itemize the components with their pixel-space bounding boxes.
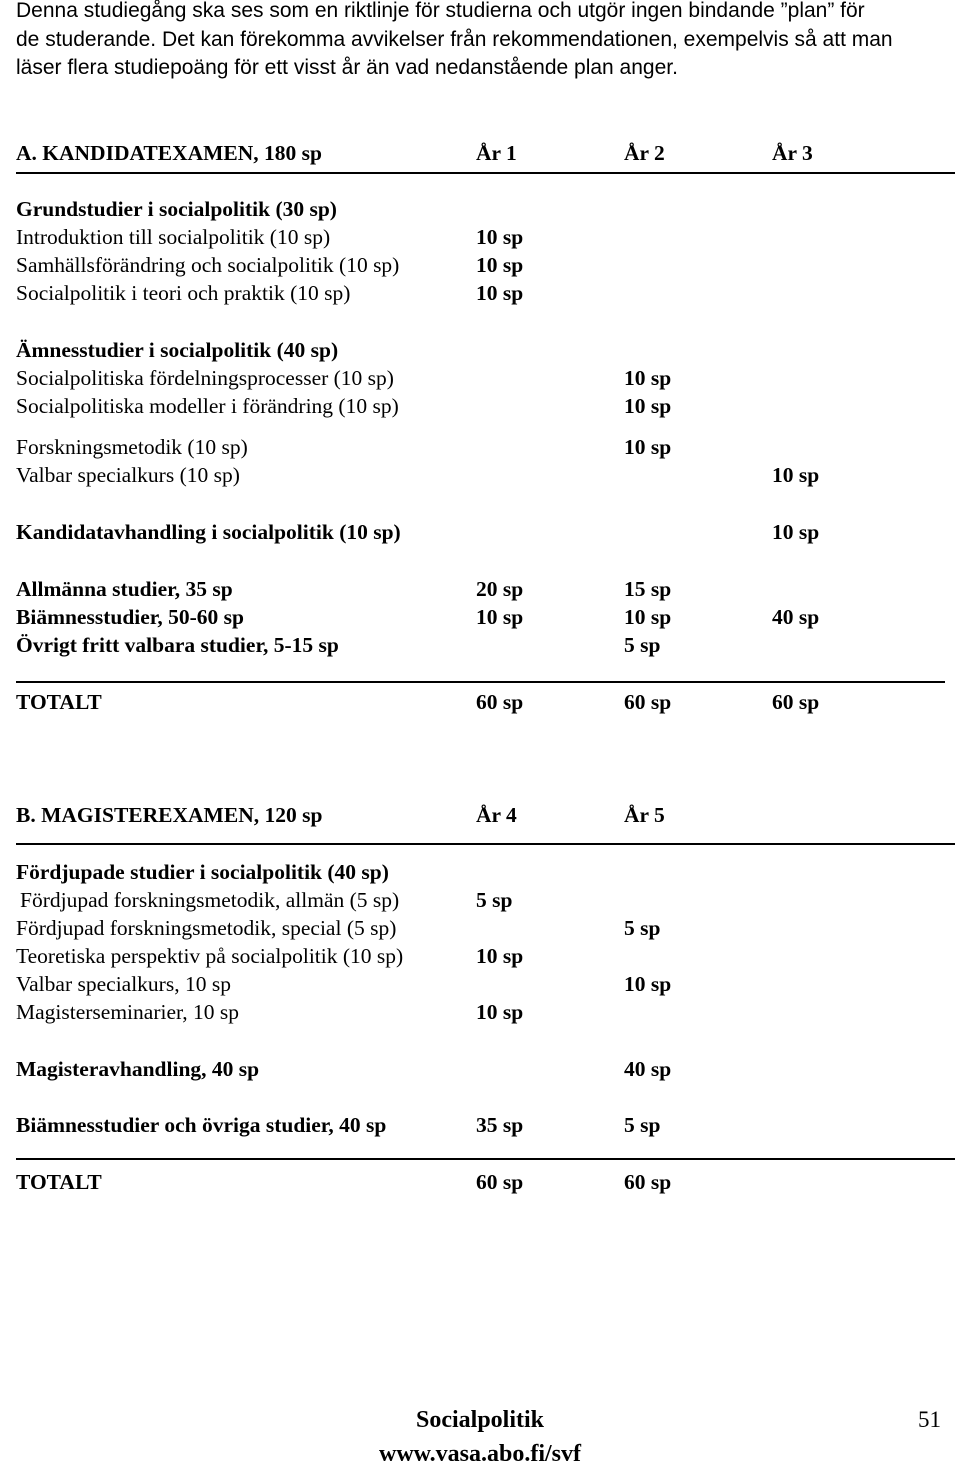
intro-line: de studerande. Det kan förekomma avvikelser från rekommendationen, exempelvis så att man bbox=[16, 27, 893, 51]
intro-line: läser flera studiepoäng för ett visst år än vad nedanstående plan anger. bbox=[16, 56, 678, 79]
table-row bbox=[0, 461, 960, 489]
table-row bbox=[0, 223, 960, 251]
course-label: Introduktion till socialpolitik (10 sp) bbox=[16, 225, 331, 249]
total-row bbox=[0, 1168, 960, 1196]
course-label: Socialpolitiska modeller i förändring (10 sp) bbox=[16, 394, 399, 418]
course-label: Biämnesstudier och övriga studier, 40 sp bbox=[16, 1113, 387, 1137]
table-row bbox=[0, 970, 960, 998]
table-row bbox=[0, 942, 960, 970]
credit-cell: 10 sp bbox=[624, 366, 672, 390]
section-b-rule bbox=[16, 843, 955, 845]
total-cell: 60 sp bbox=[772, 690, 820, 714]
table-row bbox=[0, 392, 960, 420]
group-heading bbox=[0, 858, 960, 886]
credit-cell: 40 sp bbox=[624, 1057, 672, 1081]
total-cell: 60 sp bbox=[476, 690, 524, 714]
group-heading bbox=[0, 195, 960, 223]
page-number: 51 bbox=[918, 1407, 941, 1432]
credit-cell: 10 sp bbox=[476, 253, 524, 277]
course-label: Teoretiska perspektiv på socialpolitik (10 sp) bbox=[16, 944, 404, 968]
course-label: Fördjupad forskningsmetodik, allmän (5 sp) bbox=[20, 888, 400, 912]
credit-cell: 10 sp bbox=[624, 605, 672, 629]
table-row bbox=[0, 279, 960, 307]
course-label: Biämnesstudier, 50-60 sp bbox=[16, 605, 244, 629]
table-row bbox=[0, 1111, 960, 1139]
group-heading-label: Ämnesstudier i socialpolitik (40 sp) bbox=[16, 338, 339, 362]
table-row bbox=[0, 518, 960, 546]
total-rule bbox=[16, 681, 945, 683]
credit-cell: 10 sp bbox=[624, 435, 672, 459]
year-4-header: År 4 bbox=[476, 803, 517, 827]
credit-cell: 35 sp bbox=[476, 1113, 524, 1137]
table-row bbox=[0, 433, 960, 461]
credit-cell: 10 sp bbox=[772, 520, 820, 544]
credit-cell: 10 sp bbox=[624, 394, 672, 418]
table-row bbox=[0, 1055, 960, 1083]
course-label: Magisteravhandling, 40 sp bbox=[16, 1057, 260, 1081]
table-row bbox=[0, 998, 960, 1026]
credit-cell: 5 sp bbox=[624, 916, 661, 940]
course-label: Valbar specialkurs (10 sp) bbox=[16, 463, 240, 487]
table-row bbox=[0, 603, 960, 631]
footer-subject: Socialpolitik bbox=[415, 1407, 545, 1433]
credit-cell: 5 sp bbox=[476, 888, 513, 912]
intro-paragraph bbox=[16, 0, 951, 83]
year-5-header: År 5 bbox=[624, 803, 665, 827]
course-label: Allmänna studier, 35 sp bbox=[16, 577, 233, 601]
course-label: Samhällsförändring och socialpolitik (10 sp) bbox=[16, 253, 400, 277]
credit-cell: 40 sp bbox=[772, 605, 820, 629]
table-row bbox=[0, 575, 960, 603]
section-a-header bbox=[0, 139, 960, 167]
credit-cell: 5 sp bbox=[624, 1113, 661, 1137]
credit-cell: 20 sp bbox=[476, 577, 524, 601]
credit-cell: 10 sp bbox=[772, 463, 820, 487]
total-row bbox=[0, 688, 960, 716]
course-label: Fördjupad forskningsmetodik, special (5 sp) bbox=[16, 916, 397, 940]
total-rule bbox=[16, 1158, 955, 1160]
course-label: Övrigt fritt valbara studier, 5-15 sp bbox=[16, 633, 339, 657]
group-heading-label: Grundstudier i socialpolitik (30 sp) bbox=[16, 197, 337, 221]
credit-cell: 10 sp bbox=[624, 972, 672, 996]
section-b-header bbox=[0, 801, 960, 829]
credit-cell: 10 sp bbox=[476, 944, 524, 968]
section-a-rule bbox=[16, 172, 955, 174]
course-label: Forskningsmetodik (10 sp) bbox=[16, 435, 248, 459]
group-heading-label: Fördjupade studier i socialpolitik (40 sp) bbox=[16, 860, 389, 884]
intro-line: Denna studiegång ska ses som en riktlinje för studierna och utgör ingen bindande ”plan” för bbox=[16, 0, 865, 22]
course-label: Socialpolitiska fördelningsprocesser (10 sp) bbox=[16, 366, 394, 390]
credit-cell: 10 sp bbox=[476, 1000, 524, 1024]
course-label: Socialpolitik i teori och praktik (10 sp) bbox=[16, 281, 351, 305]
total-cell: 60 sp bbox=[624, 690, 672, 714]
credit-cell: 5 sp bbox=[624, 633, 661, 657]
section-b-title: B. MAGISTEREXAMEN, 120 sp bbox=[16, 803, 323, 827]
course-label: Valbar specialkurs, 10 sp bbox=[16, 972, 231, 996]
table-row bbox=[0, 886, 960, 914]
year-1-header: År 1 bbox=[476, 141, 517, 165]
footer-url: www.vasa.abo.fi/svf bbox=[378, 1441, 582, 1467]
table-row bbox=[0, 251, 960, 279]
table-row bbox=[0, 364, 960, 392]
credit-cell: 10 sp bbox=[476, 225, 524, 249]
table-row bbox=[0, 631, 960, 659]
year-3-header: År 3 bbox=[772, 141, 813, 165]
credit-cell: 15 sp bbox=[624, 577, 672, 601]
section-a-title: A. KANDIDATEXAMEN, 180 sp bbox=[16, 141, 322, 165]
credit-cell: 10 sp bbox=[476, 605, 524, 629]
table-row bbox=[0, 914, 960, 942]
course-label: Magisterseminarier, 10 sp bbox=[16, 1000, 240, 1024]
total-cell: 60 sp bbox=[476, 1170, 524, 1194]
course-label: Kandidatavhandling i socialpolitik (10 sp) bbox=[16, 520, 401, 544]
group-heading bbox=[0, 336, 960, 364]
credit-cell: 10 sp bbox=[476, 281, 524, 305]
total-label: TOTALT bbox=[16, 690, 102, 714]
total-cell: 60 sp bbox=[624, 1170, 672, 1194]
year-2-header: År 2 bbox=[624, 141, 665, 165]
total-label: TOTALT bbox=[16, 1170, 102, 1194]
